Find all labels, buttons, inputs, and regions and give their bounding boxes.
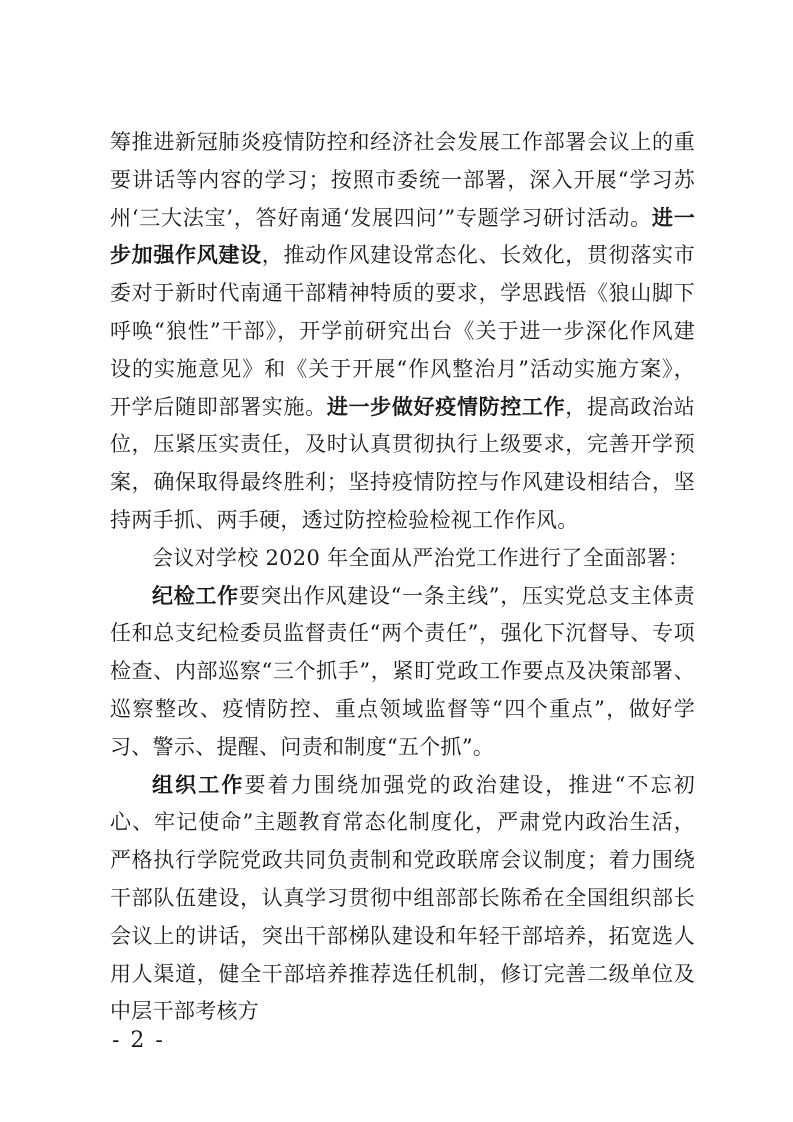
- text-run: 筹推进新冠肺炎疫情防控和经济社会发展工作部署会议上的重要讲话等内容的学习；按照市委统一部署，深入开展“学习苏州‘三大法宝’，答好南通‘发展四问’”专题学习研讨活动。: [110, 130, 695, 230]
- bold-heading-run: 组织工作: [152, 772, 245, 797]
- paragraph-2: [110, 540, 695, 578]
- text-run: ，推动作风建设常态化、长效化，贯彻落实市委对于新时代南通干部精神特质的要求，学思践悟《狼山脚下呼唤“狼性”干部》，开学前研究出台《关于进一步深化作风建设的实施意见》和《关于开展“作风整治月”活动实施方案》，开学后随即部署实施。: [110, 243, 695, 419]
- text-run: 会议对学校 2020 年全面从严治党工作进行了全面部署：: [152, 545, 690, 570]
- text-run: 要着力围绕加强党的政治建设，推进“不忘初心、牢记使命”主题教育常态化制度化，严肃党内政治生活，严格执行学院党政共同负责制和党政联席会议制度；着力围绕干部队伍建设，认真学习贯彻中组部部长陈希在全国组织部长会议上的讲话，突出干部梯队建设和年轻干部培养，拓宽选人用人渠道，健全干部培养推荐选任机制，修订完善二级单位及中层干部考核方: [110, 772, 695, 1024]
- page-number: - 2 -: [112, 1028, 165, 1053]
- bold-heading-run: 进一步加强作风建设: [110, 205, 695, 268]
- text-run: ，提高政治站位，压紧压实责任，及时认真贯彻执行上级要求，完善开学预案，确保取得最终胜利；坚持疫情防控与作风建设相结合，坚持两手抓、两手硬，透过防控检验检视工作作风。: [110, 394, 695, 532]
- body-text: [110, 124, 695, 1031]
- bold-heading-run: 进一步做好疫情防控工作: [326, 394, 566, 419]
- bold-heading-run: 纪检工作: [152, 583, 239, 608]
- paragraph-1: [110, 124, 695, 540]
- text-run: 要突出作风建设“一条主线”，压实党总支主体责任和总支纪检委员监督责任“两个责任”，强化下沉督导、专项检查、内部巡察“三个抓手”，紧盯党政工作要点及决策部署、巡察整改、疫情防控、重点领域监督等“四个重点”，做好学习、警示、提醒、问责和制度“五个抓”。: [110, 583, 695, 759]
- paragraph-4: [110, 767, 695, 1032]
- paragraph-3: [110, 578, 695, 767]
